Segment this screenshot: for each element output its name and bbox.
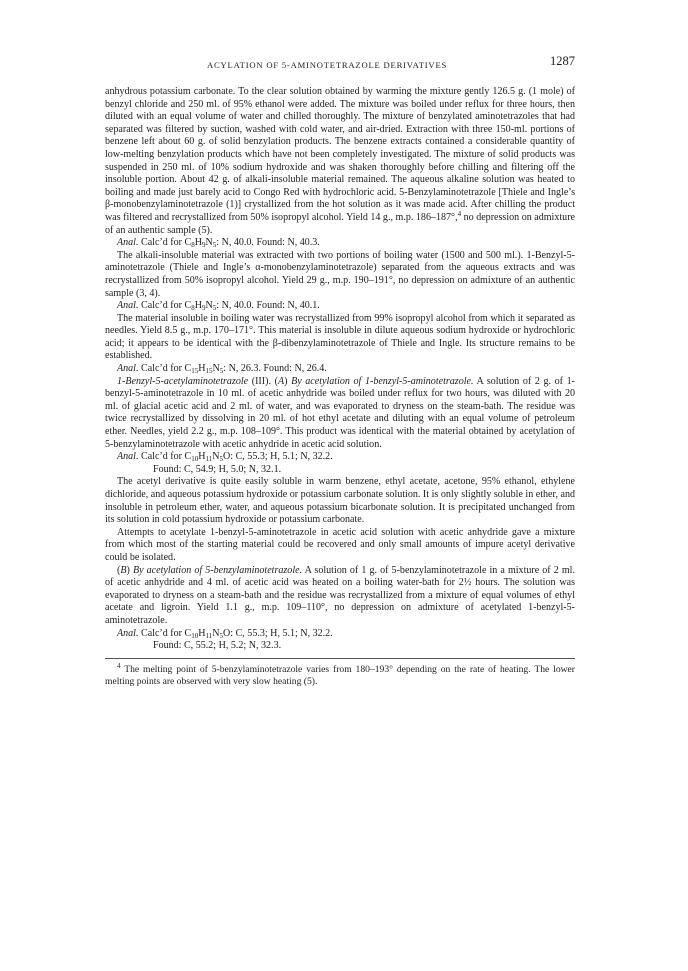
analysis-line: Anal. Calc’d for $C_8H_9N_5$: N, 40.0. Found: N, 40.1. [117,300,320,313]
found-line: Found: C, 54.9; H, 5.0; N, 32.1. [153,463,282,475]
paragraph: The material insoluble in boiling water was recrystallized from 99% isopropyl alcohol from which it separated as needles. Yield 8.5 g., m.p. 170–171°. This material is insoluble in dilute aqueous sodium hydroxide or hydrochloric acid; it appears to be identical with the β-dibenzylaminotetrazole of Thiele and Ingle. Its structure remains to be established. [105,312,575,362]
page-header [105,50,575,74]
article-body [105,86,575,688]
analysis-line: Anal. Calc’d for $C_{10}H_{11}N_5O$: C, 55.3; H, 5.1; N, 32.2. [117,451,333,464]
analysis-line: Anal. Calc’d for $C_{15}H_{15}N_5$: N, 26.3. Found: N, 26.4. [117,363,327,376]
running-title: ACYLATION OF 5-AMINOTETRAZOLE DERIVATIVES [207,60,448,70]
found-line: Found: C, 55.2; H, 5.2; N, 32.3. [153,640,282,652]
page-number: 1287 [550,54,575,68]
paragraph: anhydrous potassium carbonate. To the clear solution obtained by warming the mixture gently 126.5 g. (1 mole) of benzyl chloride and 250 ml. of 95% ethanol were added. The mixture was boiled under reflux for three hours, then diluted with an equal volume of water and chilled thoroughly. The mixture of benzylated aminotetrazoles that had separated was filtered by suction, washed with cold water, and air-dried. Extraction with three 150-ml. portions of benzene left about 60 g. of solid benzylation products. The benzene extracts contained a considerable quantity of low-melting benzylation products which have not been completely investigated. The mixture of solid products was suspended in 250 ml. of 10% sodium hydroxide and was shaken thoroughly before chilling and filtering off the insoluble portion. About 42 g. of alkali-insoluble material remained. The aqueous alkaline solution was heated to boiling and made just barely acid to Congo Red with hydrochloric acid. 5-Benzylaminotetrazole [Thiele and Ingle’s β-monobenzylaminotetrazole (1)] crystallized from the hot solution as it was made acid. After chilling the product was filtered and recrystallized from 50% isopropyl alcohol. Yield 14 g., m.p. 186–187°,$^4$ no depression on admixture of an authentic sample (5). [105,86,575,236]
paragraph: The acetyl derivative is quite easily soluble in warm benzene, ethyl acetate, acetone, 95% ethanol, ethylene dichloride, and aqueous potassium hydroxide or potassium carbonate solution. It is only slightly soluble in ether, and insoluble in petroleum ether, water, and aqueous potassium bicarbonate solution. It is precipitated unchanged from its solution in cold potassium hydroxide or potassium carbonate. [105,476,575,526]
paragraph: (B) By acetylation of 5-benzylaminotetrazole. A solution of 1 g. of 5-benzylaminotetrazole in a mixture of 2 ml. of acetic anhydride and 4 ml. of acetic acid was heated on a boiling water-bath for 2½ hours. The solution was evaporated to dryness on a steam-bath and the residue was recrystallized from a mixture of equal volumes of ethyl acetate and ligroin. Yield 1.1 g., m.p. 109–110°, no depression on admixture of acetylated 1-benzyl-5-aminotetrazole. [105,564,575,626]
analysis-line: Anal. Calc’d for $C_{10}H_{11}N_5O$: C, 55.3; H, 5.1; N, 32.2. [117,627,333,640]
footnote: $^4$ The melting point of 5-benzylaminotetrazole varies from 180–193° depending on the rate of heating. The lower melting points are observed with very slow heating (5). [105,661,575,687]
footnote-divider [105,658,575,659]
paragraph: The alkali-insoluble material was extracted with two portions of boiling water (1500 and 500 ml.). 1-Benzyl-5-aminotetrazole (Thiele and Ingle’s α-monobenzylaminotetrazole) separated from the aqueous extracts and was recrystallized from 50% isopropyl alcohol. Yield 29 g., m.p. 190–191°, no depression on admixture of an authentic sample (3, 4). [105,249,575,299]
paragraph: 1-Benzyl-5-acetylaminotetrazole (III). (A) By acetylation of 1-benzyl-5-aminotetrazole. A solution of 2 g. of 1-benzyl-5-aminotetrazole in 10 ml. of acetic anhydride was boiled under reflux for two hours, was diluted with 20 ml. of glacial acetic acid and 2 ml. of water, and was evaporated to dryness on the steam-bath. The residue was twice recrystallized by dissolving in 20 ml. of hot ethyl acetate and diluting with an equal volume of petroleum ether. Needles, yield 2.2 g., m.p. 108–109°. This product was identical with the material obtained by acetylation of 5-benzylaminotetrazole with acetic anhydride in acetic acid solution. [105,375,576,450]
analysis-line: Anal. Calc’d for $C_8H_9N_5$: N, 40.0. Found: N, 40.3. [117,237,320,250]
paragraph: Attempts to acetylate 1-benzyl-5-aminotetrazole in acetic acid solution with acetic anhydride gave a mixture from which most of the starting material could be recovered and only small amounts of impure acetyl derivative could be isolated. [105,526,575,563]
